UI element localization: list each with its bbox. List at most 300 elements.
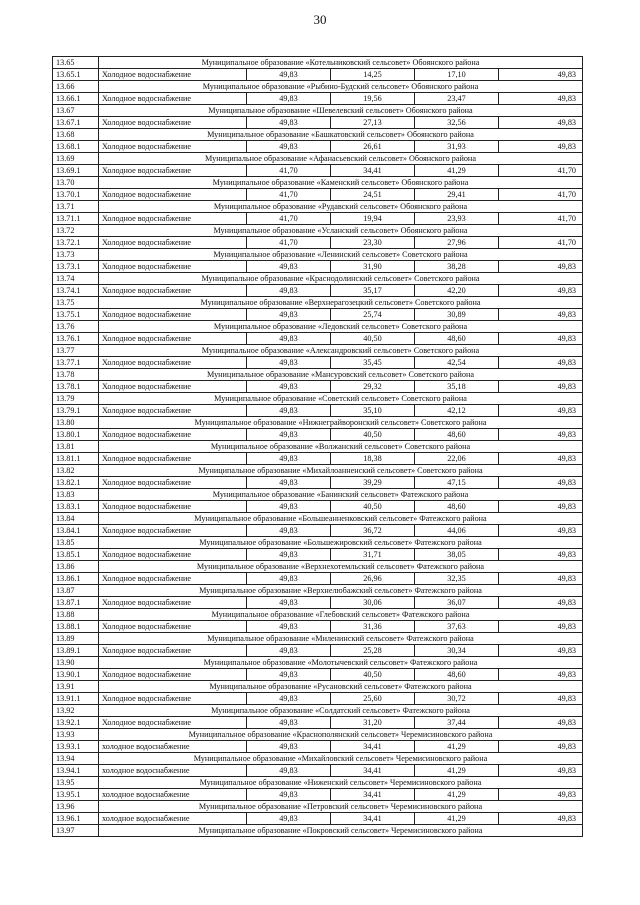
service-label: Холодное водоснабжение bbox=[99, 549, 247, 561]
tariff-value-v3: 41,29 bbox=[415, 165, 499, 177]
municipality-name: Муниципальное образование «Банинский сельсовет» Фатежского района bbox=[99, 489, 583, 501]
tariff-value-v2: 31,71 bbox=[331, 549, 415, 561]
tariff-value-v1: 49,83 bbox=[247, 501, 331, 513]
tariff-value-v2: 14,25 bbox=[331, 69, 415, 81]
municipality-name: Муниципальное образование «Краснополянский сельсовет» Черемисиновского района bbox=[99, 729, 583, 741]
tariff-value-v3: 30,89 bbox=[415, 309, 499, 321]
tariff-value-v1: 49,83 bbox=[247, 93, 331, 105]
row-code: 13.96.1 bbox=[53, 813, 99, 825]
tariff-row bbox=[53, 525, 583, 537]
tariff-row bbox=[53, 741, 583, 753]
municipality-header-row bbox=[53, 657, 583, 669]
tariff-row bbox=[53, 117, 583, 129]
tariff-value-v2: 35,17 bbox=[331, 285, 415, 297]
row-code: 13.72.1 bbox=[53, 237, 99, 249]
tariff-row bbox=[53, 381, 583, 393]
row-code: 13.90.1 bbox=[53, 669, 99, 681]
tariff-value-v3: 41,29 bbox=[415, 765, 499, 777]
tariff-value-v3: 32,35 bbox=[415, 573, 499, 585]
tariff-value-v2: 25,74 bbox=[331, 309, 415, 321]
row-code: 13.78 bbox=[53, 369, 99, 381]
row-code: 13.81.1 bbox=[53, 453, 99, 465]
tariff-table bbox=[52, 56, 583, 837]
municipality-header-row bbox=[53, 561, 583, 573]
row-code: 13.87 bbox=[53, 585, 99, 597]
tariff-value-v1: 49,83 bbox=[247, 69, 331, 81]
tariff-value-v3: 44,06 bbox=[415, 525, 499, 537]
tariff-value-v1: 49,83 bbox=[247, 525, 331, 537]
tariff-table-body bbox=[53, 57, 583, 837]
row-code: 13.70 bbox=[53, 177, 99, 189]
tariff-value-v1: 49,83 bbox=[247, 549, 331, 561]
row-code: 13.83.1 bbox=[53, 501, 99, 513]
municipality-name: Муниципальное образование «Глебовский сельсовет» Фатежского района bbox=[99, 609, 583, 621]
row-code: 13.95.1 bbox=[53, 789, 99, 801]
service-label: Холодное водоснабжение bbox=[99, 285, 247, 297]
service-label: Холодное водоснабжение bbox=[99, 165, 247, 177]
municipality-header-row bbox=[53, 57, 583, 69]
row-code: 13.75 bbox=[53, 297, 99, 309]
municipality-name: Муниципальное образование «Советский сельсовет» Советского района bbox=[99, 393, 583, 405]
tariff-value-v1: 49,83 bbox=[247, 405, 331, 417]
tariff-value-v4: 49,83 bbox=[499, 669, 583, 681]
row-code: 13.66.1 bbox=[53, 93, 99, 105]
municipality-header-row bbox=[53, 609, 583, 621]
row-code: 13.79.1 bbox=[53, 405, 99, 417]
tariff-value-v3: 37,44 bbox=[415, 717, 499, 729]
service-label: Холодное водоснабжение bbox=[99, 645, 247, 657]
municipality-name: Муниципальное образование «Верхнехотемльский сельсовет» Фатежского района bbox=[99, 561, 583, 573]
municipality-header-row bbox=[53, 537, 583, 549]
tariff-value-v3: 42,54 bbox=[415, 357, 499, 369]
tariff-value-v2: 18,38 bbox=[331, 453, 415, 465]
tariff-value-v2: 31,20 bbox=[331, 717, 415, 729]
municipality-header-row bbox=[53, 465, 583, 477]
row-code: 13.73 bbox=[53, 249, 99, 261]
tariff-value-v1: 49,83 bbox=[247, 141, 331, 153]
municipality-name: Муниципальное образование «Мансуровский сельсовет» Советского района bbox=[99, 369, 583, 381]
tariff-row bbox=[53, 645, 583, 657]
row-code: 13.83 bbox=[53, 489, 99, 501]
row-code: 13.79 bbox=[53, 393, 99, 405]
tariff-value-v4: 49,83 bbox=[499, 573, 583, 585]
tariff-value-v2: 35,10 bbox=[331, 405, 415, 417]
tariff-value-v1: 41,70 bbox=[247, 213, 331, 225]
service-label: Холодное водоснабжение bbox=[99, 381, 247, 393]
row-code: 13.94.1 bbox=[53, 765, 99, 777]
row-code: 13.73.1 bbox=[53, 261, 99, 273]
tariff-value-v4: 49,83 bbox=[499, 69, 583, 81]
row-code: 13.66 bbox=[53, 81, 99, 93]
row-code: 13.95 bbox=[53, 777, 99, 789]
municipality-name: Муниципальное образование «Рыбино-Будский сельсовет» Обоянского района bbox=[99, 81, 583, 93]
tariff-row bbox=[53, 141, 583, 153]
tariff-row bbox=[53, 213, 583, 225]
tariff-value-v3: 35,18 bbox=[415, 381, 499, 393]
tariff-value-v2: 24,51 bbox=[331, 189, 415, 201]
tariff-value-v2: 34,41 bbox=[331, 813, 415, 825]
row-code: 13.93 bbox=[53, 729, 99, 741]
tariff-value-v2: 31,36 bbox=[331, 621, 415, 633]
municipality-header-row bbox=[53, 753, 583, 765]
tariff-value-v3: 41,29 bbox=[415, 741, 499, 753]
tariff-value-v3: 29,41 bbox=[415, 189, 499, 201]
tariff-value-v1: 49,83 bbox=[247, 357, 331, 369]
tariff-row bbox=[53, 789, 583, 801]
row-code: 13.68.1 bbox=[53, 141, 99, 153]
tariff-row bbox=[53, 333, 583, 345]
tariff-value-v1: 49,83 bbox=[247, 117, 331, 129]
tariff-row bbox=[53, 93, 583, 105]
row-code: 13.85 bbox=[53, 537, 99, 549]
tariff-value-v3: 32,56 bbox=[415, 117, 499, 129]
municipality-name: Муниципальное образование «Ленинский сельсовет» Советского района bbox=[99, 249, 583, 261]
tariff-value-v4: 49,83 bbox=[499, 405, 583, 417]
municipality-header-row bbox=[53, 489, 583, 501]
tariff-row bbox=[53, 165, 583, 177]
row-code: 13.72 bbox=[53, 225, 99, 237]
municipality-name: Муниципальное образование «Михайловский сельсовет» Черемисиновского района bbox=[99, 753, 583, 765]
row-code: 13.91 bbox=[53, 681, 99, 693]
tariff-value-v2: 30,06 bbox=[331, 597, 415, 609]
tariff-row bbox=[53, 285, 583, 297]
tariff-value-v2: 34,41 bbox=[331, 741, 415, 753]
municipality-name: Муниципальное образование «Молотычевский сельсовет» Фатежского района bbox=[99, 657, 583, 669]
tariff-value-v3: 23,93 bbox=[415, 213, 499, 225]
tariff-value-v2: 27,13 bbox=[331, 117, 415, 129]
tariff-row bbox=[53, 549, 583, 561]
tariff-value-v1: 49,83 bbox=[247, 669, 331, 681]
service-label: Холодное водоснабжение bbox=[99, 93, 247, 105]
municipality-header-row bbox=[53, 825, 583, 837]
tariff-value-v2: 23,30 bbox=[331, 237, 415, 249]
tariff-value-v1: 49,83 bbox=[247, 717, 331, 729]
tariff-value-v2: 40,50 bbox=[331, 429, 415, 441]
row-code: 13.93.1 bbox=[53, 741, 99, 753]
municipality-name: Муниципальное образование «Краснодолинский сельсовет» Советского района bbox=[99, 273, 583, 285]
row-code: 13.77 bbox=[53, 345, 99, 357]
tariff-row bbox=[53, 309, 583, 321]
row-code: 13.65 bbox=[53, 57, 99, 69]
page-number: 30 bbox=[313, 12, 327, 27]
row-code: 13.97 bbox=[53, 825, 99, 837]
tariff-value-v2: 35,45 bbox=[331, 357, 415, 369]
municipality-header-row bbox=[53, 369, 583, 381]
tariff-value-v3: 48,60 bbox=[415, 429, 499, 441]
tariff-table-wrapper bbox=[52, 56, 582, 837]
tariff-value-v4: 49,83 bbox=[499, 789, 583, 801]
service-label: холодное водоснабжение bbox=[99, 789, 247, 801]
tariff-value-v4: 49,83 bbox=[499, 717, 583, 729]
tariff-value-v4: 49,83 bbox=[499, 309, 583, 321]
tariff-value-v4: 41,70 bbox=[499, 213, 583, 225]
tariff-value-v3: 48,60 bbox=[415, 333, 499, 345]
service-label: Холодное водоснабжение bbox=[99, 117, 247, 129]
tariff-row bbox=[53, 573, 583, 585]
municipality-header-row bbox=[53, 729, 583, 741]
row-code: 13.65.1 bbox=[53, 69, 99, 81]
row-code: 13.81 bbox=[53, 441, 99, 453]
service-label: Холодное водоснабжение bbox=[99, 621, 247, 633]
municipality-name: Муниципальное образование «Михайлоанненский сельсовет» Советского района bbox=[99, 465, 583, 477]
tariff-row bbox=[53, 189, 583, 201]
municipality-name: Муниципальное образование «Рудавский сельсовет» Обоянского района bbox=[99, 201, 583, 213]
tariff-value-v4: 49,83 bbox=[499, 93, 583, 105]
tariff-row bbox=[53, 501, 583, 513]
tariff-value-v4: 49,83 bbox=[499, 501, 583, 513]
tariff-value-v4: 49,83 bbox=[499, 477, 583, 489]
municipality-header-row bbox=[53, 417, 583, 429]
tariff-value-v1: 49,83 bbox=[247, 597, 331, 609]
municipality-header-row bbox=[53, 225, 583, 237]
tariff-value-v3: 47,15 bbox=[415, 477, 499, 489]
municipality-name: Муниципальное образование «Петровский сельсовет» Черемисиновского района bbox=[99, 801, 583, 813]
municipality-header-row bbox=[53, 681, 583, 693]
row-code: 13.67.1 bbox=[53, 117, 99, 129]
row-code: 13.88.1 bbox=[53, 621, 99, 633]
tariff-row bbox=[53, 429, 583, 441]
tariff-value-v1: 49,83 bbox=[247, 765, 331, 777]
municipality-header-row bbox=[53, 249, 583, 261]
tariff-value-v3: 23,47 bbox=[415, 93, 499, 105]
tariff-value-v4: 49,83 bbox=[499, 141, 583, 153]
row-code: 13.74.1 bbox=[53, 285, 99, 297]
tariff-value-v1: 49,83 bbox=[247, 477, 331, 489]
tariff-value-v2: 34,41 bbox=[331, 765, 415, 777]
tariff-value-v1: 41,70 bbox=[247, 165, 331, 177]
service-label: Холодное водоснабжение bbox=[99, 717, 247, 729]
municipality-name: Муниципальное образование «Башкатовский сельсовет» Обоянского района bbox=[99, 129, 583, 141]
tariff-value-v4: 41,70 bbox=[499, 165, 583, 177]
tariff-value-v4: 49,83 bbox=[499, 453, 583, 465]
municipality-name: Муниципальное образование «Афанасьевский сельсовет» Обоянского района bbox=[99, 153, 583, 165]
row-code: 13.78.1 bbox=[53, 381, 99, 393]
row-code: 13.76 bbox=[53, 321, 99, 333]
tariff-value-v1: 41,70 bbox=[247, 237, 331, 249]
tariff-value-v1: 49,83 bbox=[247, 381, 331, 393]
tariff-value-v3: 38,05 bbox=[415, 549, 499, 561]
service-label: холодное водоснабжение bbox=[99, 765, 247, 777]
tariff-value-v2: 26,96 bbox=[331, 573, 415, 585]
service-label: Холодное водоснабжение bbox=[99, 309, 247, 321]
tariff-value-v4: 49,83 bbox=[499, 333, 583, 345]
tariff-value-v3: 37,63 bbox=[415, 621, 499, 633]
row-code: 13.89 bbox=[53, 633, 99, 645]
tariff-row bbox=[53, 669, 583, 681]
row-code: 13.91.1 bbox=[53, 693, 99, 705]
tariff-value-v2: 19,94 bbox=[331, 213, 415, 225]
tariff-value-v4: 49,83 bbox=[499, 741, 583, 753]
row-code: 13.71 bbox=[53, 201, 99, 213]
municipality-name: Муниципальное образование «Верхнелюбажский сельсовет» Фатежского района bbox=[99, 585, 583, 597]
tariff-row bbox=[53, 765, 583, 777]
tariff-value-v2: 25,60 bbox=[331, 693, 415, 705]
tariff-row bbox=[53, 693, 583, 705]
service-label: Холодное водоснабжение bbox=[99, 525, 247, 537]
service-label: Холодное водоснабжение bbox=[99, 501, 247, 513]
service-label: Холодное водоснабжение bbox=[99, 237, 247, 249]
municipality-header-row bbox=[53, 153, 583, 165]
service-label: Холодное водоснабжение bbox=[99, 453, 247, 465]
municipality-name: Муниципальное образование «Покровский сельсовет» Черемисиновского района bbox=[99, 825, 583, 837]
tariff-value-v4: 49,83 bbox=[499, 621, 583, 633]
service-label: Холодное водоснабжение bbox=[99, 213, 247, 225]
row-code: 13.85.1 bbox=[53, 549, 99, 561]
municipality-name: Муниципальное образование «Каменский сельсовет» Обоянского района bbox=[99, 177, 583, 189]
tariff-value-v4: 49,83 bbox=[499, 381, 583, 393]
tariff-value-v2: 29,32 bbox=[331, 381, 415, 393]
tariff-value-v1: 49,83 bbox=[247, 741, 331, 753]
tariff-value-v3: 42,20 bbox=[415, 285, 499, 297]
row-code: 13.71.1 bbox=[53, 213, 99, 225]
tariff-row bbox=[53, 597, 583, 609]
service-label: Холодное водоснабжение bbox=[99, 141, 247, 153]
row-code: 13.82.1 bbox=[53, 477, 99, 489]
tariff-row bbox=[53, 453, 583, 465]
tariff-value-v1: 41,70 bbox=[247, 189, 331, 201]
municipality-header-row bbox=[53, 105, 583, 117]
municipality-header-row bbox=[53, 81, 583, 93]
row-code: 13.67 bbox=[53, 105, 99, 117]
tariff-value-v1: 49,83 bbox=[247, 813, 331, 825]
service-label: Холодное водоснабжение bbox=[99, 693, 247, 705]
municipality-name: Муниципальное образование «Солдатский сельсовет» Фатежского района bbox=[99, 705, 583, 717]
row-code: 13.86 bbox=[53, 561, 99, 573]
municipality-header-row bbox=[53, 585, 583, 597]
tariff-value-v1: 49,83 bbox=[247, 285, 331, 297]
municipality-name: Муниципальное образование «Александровский сельсовет» Советского района bbox=[99, 345, 583, 357]
tariff-value-v2: 36,72 bbox=[331, 525, 415, 537]
tariff-value-v3: 17,10 bbox=[415, 69, 499, 81]
tariff-value-v2: 19,56 bbox=[331, 93, 415, 105]
service-label: Холодное водоснабжение bbox=[99, 573, 247, 585]
tariff-value-v4: 49,83 bbox=[499, 765, 583, 777]
municipality-header-row bbox=[53, 201, 583, 213]
tariff-value-v3: 48,60 bbox=[415, 501, 499, 513]
municipality-header-row bbox=[53, 273, 583, 285]
service-label: Холодное водоснабжение bbox=[99, 261, 247, 273]
tariff-row bbox=[53, 69, 583, 81]
tariff-value-v4: 49,83 bbox=[499, 357, 583, 369]
municipality-header-row bbox=[53, 129, 583, 141]
municipality-header-row bbox=[53, 513, 583, 525]
tariff-value-v3: 27,96 bbox=[415, 237, 499, 249]
municipality-name: Муниципальное образование «Верхнерагозецкий сельсовет» Советского района bbox=[99, 297, 583, 309]
municipality-header-row bbox=[53, 633, 583, 645]
tariff-value-v1: 49,83 bbox=[247, 261, 331, 273]
municipality-header-row bbox=[53, 393, 583, 405]
tariff-value-v2: 25,28 bbox=[331, 645, 415, 657]
municipality-name: Муниципальное образование «Миленинский сельсовет» Фатежского района bbox=[99, 633, 583, 645]
municipality-header-row bbox=[53, 705, 583, 717]
municipality-name: Муниципальное образование «Ледовский сельсовет» Советского района bbox=[99, 321, 583, 333]
row-code: 13.90 bbox=[53, 657, 99, 669]
municipality-name: Муниципальное образование «Шевелевский сельсовет» Обоянского района bbox=[99, 105, 583, 117]
tariff-value-v3: 30,34 bbox=[415, 645, 499, 657]
municipality-header-row bbox=[53, 345, 583, 357]
tariff-row bbox=[53, 813, 583, 825]
row-code: 13.96 bbox=[53, 801, 99, 813]
tariff-value-v1: 49,83 bbox=[247, 621, 331, 633]
row-code: 13.92.1 bbox=[53, 717, 99, 729]
service-label: Холодное водоснабжение bbox=[99, 405, 247, 417]
row-code: 13.69 bbox=[53, 153, 99, 165]
row-code: 13.92 bbox=[53, 705, 99, 717]
tariff-value-v2: 40,50 bbox=[331, 669, 415, 681]
tariff-value-v1: 49,83 bbox=[247, 453, 331, 465]
tariff-value-v4: 49,83 bbox=[499, 645, 583, 657]
service-label: Холодное водоснабжение bbox=[99, 477, 247, 489]
service-label: Холодное водоснабжение bbox=[99, 429, 247, 441]
row-code: 13.80.1 bbox=[53, 429, 99, 441]
tariff-row bbox=[53, 621, 583, 633]
municipality-header-row bbox=[53, 801, 583, 813]
tariff-value-v4: 41,70 bbox=[499, 189, 583, 201]
tariff-row bbox=[53, 405, 583, 417]
municipality-name: Муниципальное образование «Усланский сельсовет» Обоянского района bbox=[99, 225, 583, 237]
tariff-row bbox=[53, 477, 583, 489]
tariff-value-v4: 49,83 bbox=[499, 813, 583, 825]
tariff-value-v4: 49,83 bbox=[499, 549, 583, 561]
row-code: 13.76.1 bbox=[53, 333, 99, 345]
tariff-value-v4: 49,83 bbox=[499, 117, 583, 129]
tariff-value-v2: 39,29 bbox=[331, 477, 415, 489]
tariff-value-v2: 40,50 bbox=[331, 501, 415, 513]
tariff-row bbox=[53, 237, 583, 249]
row-code: 13.88 bbox=[53, 609, 99, 621]
tariff-value-v3: 48,60 bbox=[415, 669, 499, 681]
row-code: 13.80 bbox=[53, 417, 99, 429]
tariff-value-v1: 49,83 bbox=[247, 333, 331, 345]
row-code: 13.84 bbox=[53, 513, 99, 525]
municipality-name: Муниципальное образование «Большежировский сельсовет» Фатежского района bbox=[99, 537, 583, 549]
service-label: Холодное водоснабжение bbox=[99, 333, 247, 345]
tariff-value-v4: 49,83 bbox=[499, 693, 583, 705]
tariff-value-v3: 22,06 bbox=[415, 453, 499, 465]
row-code: 13.87.1 bbox=[53, 597, 99, 609]
row-code: 13.77.1 bbox=[53, 357, 99, 369]
municipality-header-row bbox=[53, 177, 583, 189]
tariff-value-v2: 26,61 bbox=[331, 141, 415, 153]
tariff-value-v3: 42,12 bbox=[415, 405, 499, 417]
service-label: Холодное водоснабжение bbox=[99, 669, 247, 681]
municipality-header-row bbox=[53, 777, 583, 789]
row-code: 13.84.1 bbox=[53, 525, 99, 537]
tariff-value-v4: 49,83 bbox=[499, 261, 583, 273]
tariff-value-v4: 49,83 bbox=[499, 285, 583, 297]
row-code: 13.75.1 bbox=[53, 309, 99, 321]
tariff-value-v1: 49,83 bbox=[247, 693, 331, 705]
tariff-value-v2: 34,41 bbox=[331, 165, 415, 177]
row-code: 13.94 bbox=[53, 753, 99, 765]
row-code: 13.74 bbox=[53, 273, 99, 285]
tariff-value-v3: 36,07 bbox=[415, 597, 499, 609]
service-label: Холодное водоснабжение bbox=[99, 597, 247, 609]
tariff-value-v3: 38,28 bbox=[415, 261, 499, 273]
municipality-name: Муниципальное образование «Русановский сельсовет» Фатежского района bbox=[99, 681, 583, 693]
tariff-value-v3: 41,29 bbox=[415, 789, 499, 801]
service-label: Холодное водоснабжение bbox=[99, 69, 247, 81]
row-code: 13.89.1 bbox=[53, 645, 99, 657]
municipality-name: Муниципальное образование «Ниженский сельсовет» Черемисиновского района bbox=[99, 777, 583, 789]
tariff-value-v1: 49,83 bbox=[247, 429, 331, 441]
row-code: 13.69.1 bbox=[53, 165, 99, 177]
tariff-row bbox=[53, 261, 583, 273]
service-label: Холодное водоснабжение bbox=[99, 189, 247, 201]
tariff-value-v3: 41,29 bbox=[415, 813, 499, 825]
municipality-header-row bbox=[53, 321, 583, 333]
tariff-row bbox=[53, 357, 583, 369]
